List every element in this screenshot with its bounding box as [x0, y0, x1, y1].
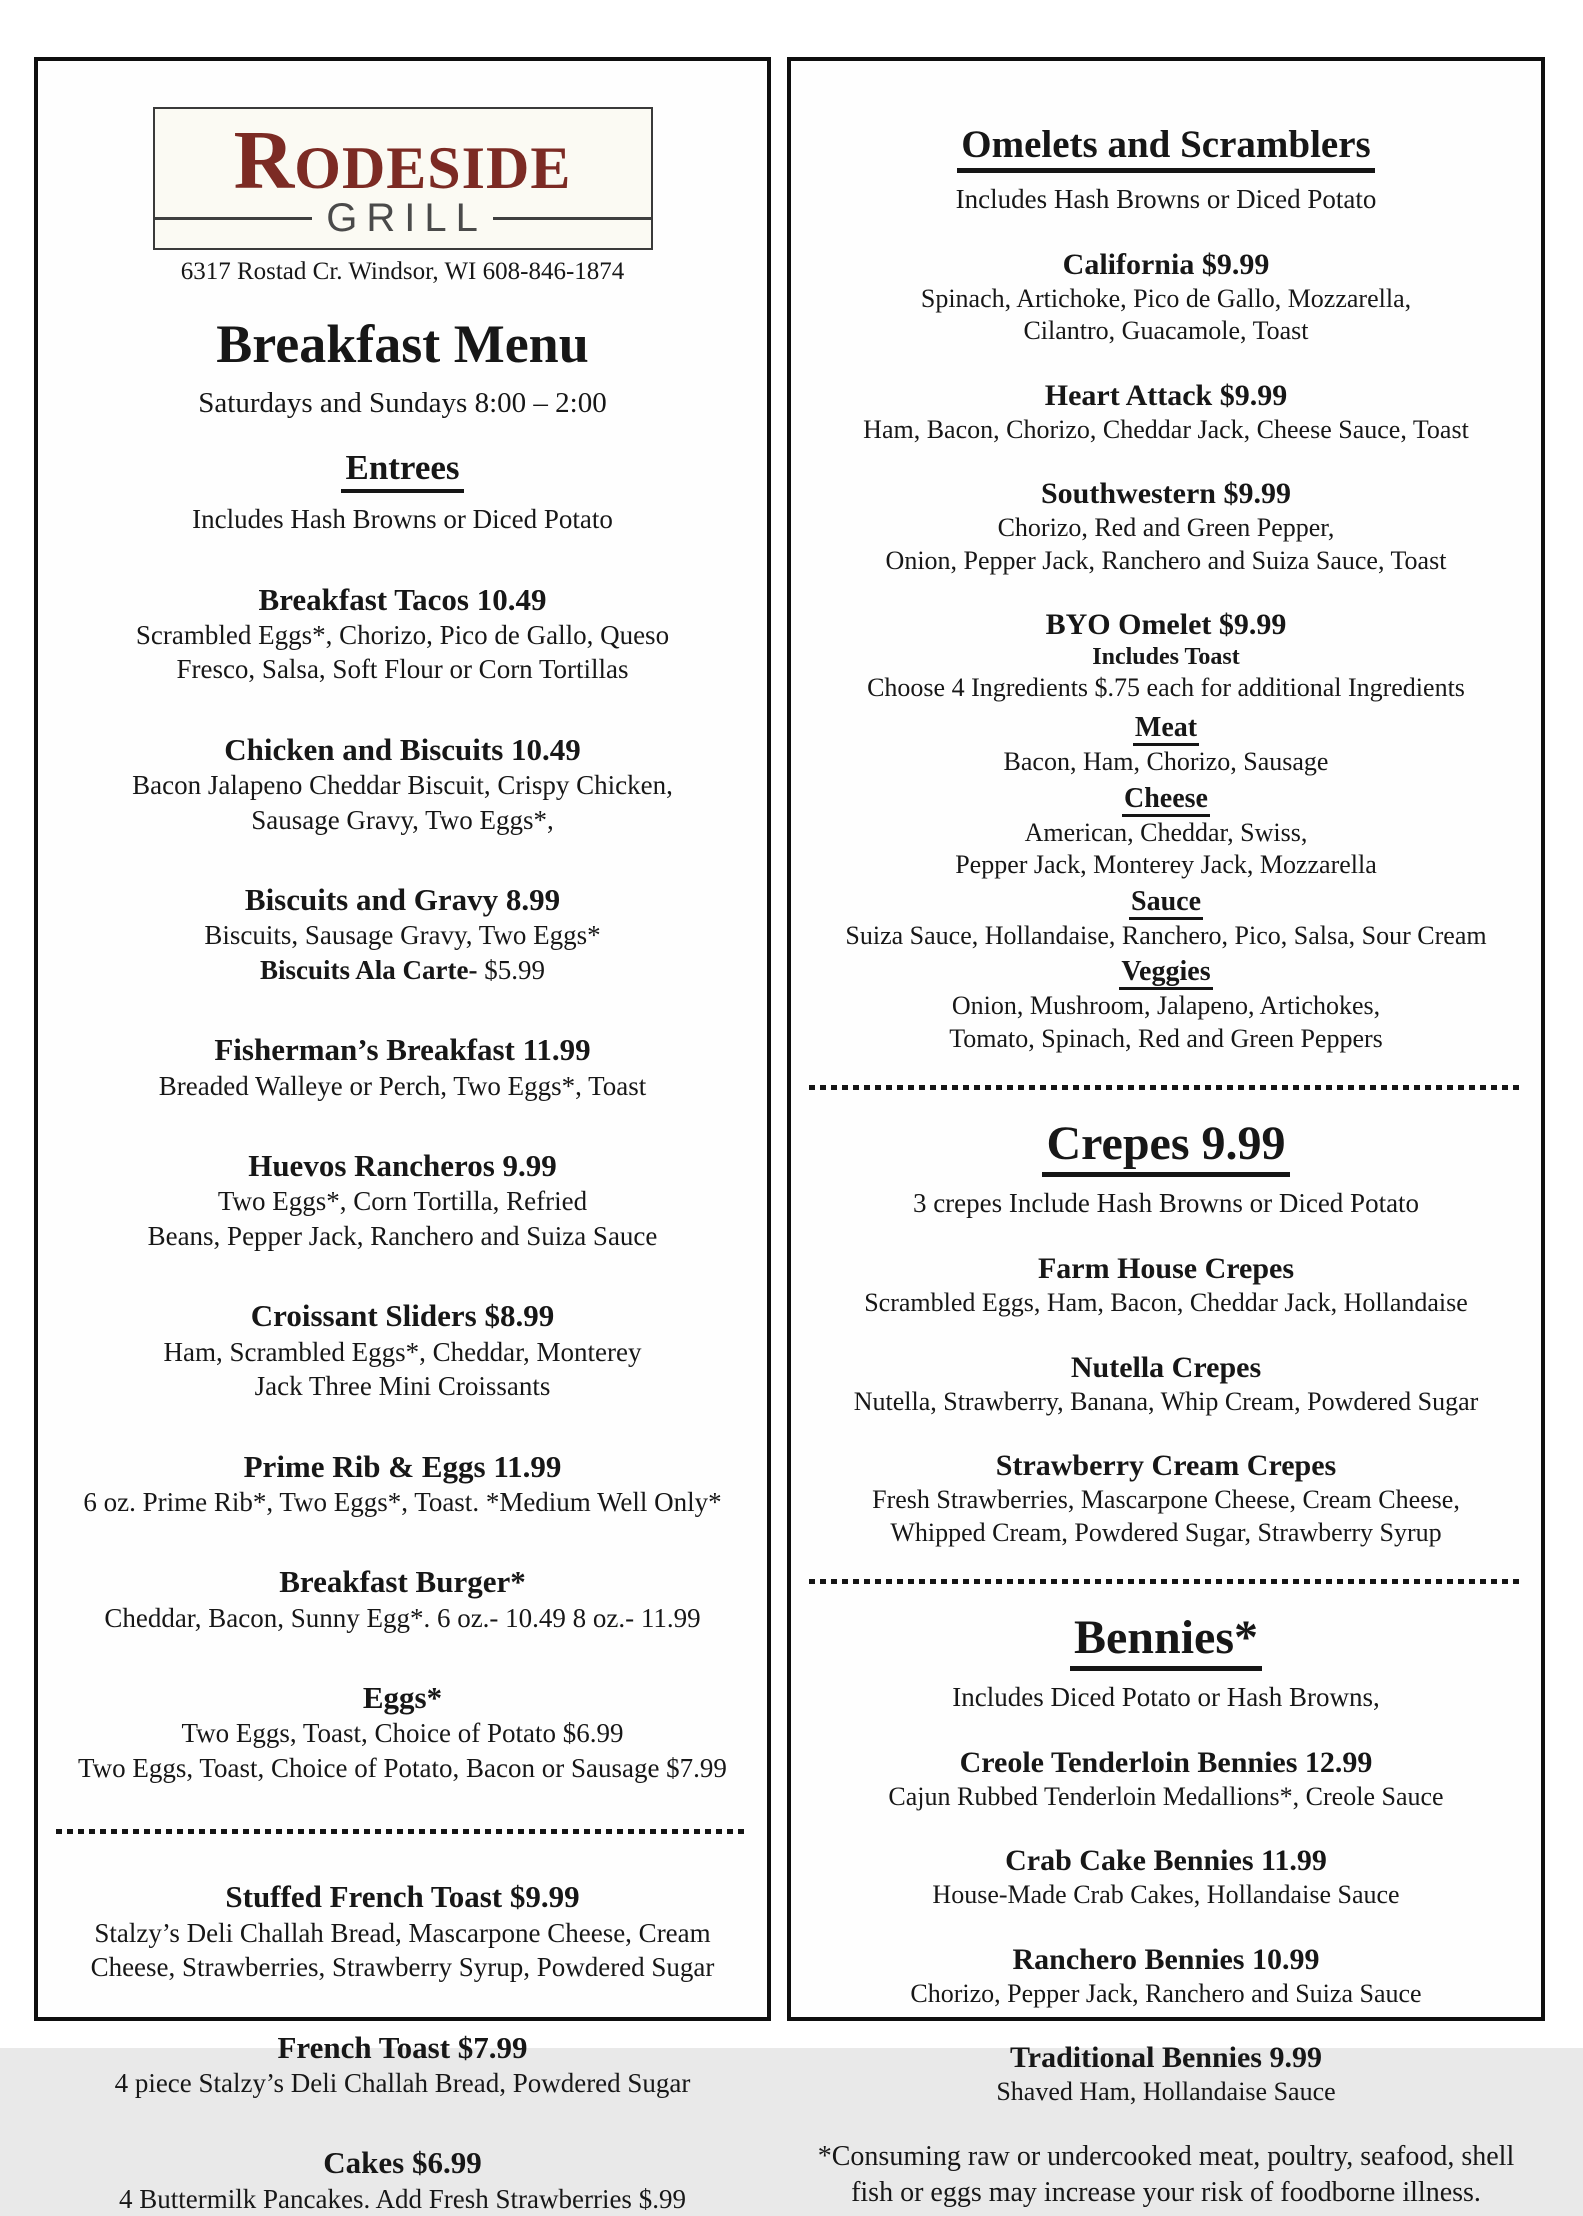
item-title: Fisherman’s Breakfast 11.99	[214, 1032, 591, 1068]
menu-item	[803, 1843, 1529, 1912]
item-title: California $9.99	[1062, 247, 1270, 281]
left-menu-blocks	[50, 450, 755, 2216]
item-desc-line: Choose 4 Ingredients $.75 each for additional Ingredients	[867, 672, 1465, 702]
item-title: Creole Tenderloin Bennies 12.99	[959, 1745, 1373, 1779]
menu-section	[803, 125, 1529, 217]
ingredient-group	[803, 710, 1529, 779]
menu-section	[803, 1611, 1529, 1715]
section-divider	[809, 1085, 1523, 1090]
menu-item	[50, 2144, 755, 2216]
logo-name-rest: ODESIDE	[294, 135, 572, 201]
section-heading: Crepes 9.99	[1042, 1120, 1289, 1177]
item-desc-line: Two Eggs, Toast, Choice of Potato $6.99	[181, 1718, 624, 1749]
right-menu-blocks	[803, 125, 1529, 2212]
item-title: Stuffed French Toast $9.99	[225, 1879, 580, 1915]
item-desc-line: Jack Three Mini Croissants	[254, 1371, 551, 1402]
menu-item	[50, 1563, 755, 1635]
item-desc-line: Beans, Pepper Jack, Ranchero and Suiza Sauce	[147, 1220, 658, 1251]
right-column	[791, 61, 1541, 2209]
item-desc-line: House-Made Crab Cakes, Hollandaise Sauce	[932, 1880, 1400, 1910]
menu-item	[50, 1147, 755, 1253]
menu-item	[50, 1297, 755, 1403]
item-title: Farm House Crepes	[1037, 1252, 1295, 1286]
menu-item	[803, 476, 1529, 577]
menu-item	[50, 731, 755, 837]
menu-item	[50, 1679, 755, 1785]
menu-item	[50, 1448, 755, 1520]
item-desc-line: Two Eggs, Toast, Choice of Potato, Bacon or Sausage $7.99	[78, 1752, 727, 1783]
item-title: Traditional Bennies 9.99	[1010, 2041, 1322, 2075]
menu-item	[803, 2040, 1529, 2109]
item-title: Southwestern $9.99	[1040, 477, 1291, 511]
item-desc-line: Cheese, Strawberries, Strawberry Syrup, Powdered Sugar	[90, 1952, 715, 1983]
ingredient-line: Suiza Sauce, Hollandaise, Ranchero, Pico, Salsa, Sour Cream	[845, 920, 1487, 950]
item-title: Cakes $6.99	[323, 2145, 482, 2181]
disclaimer	[803, 2139, 1529, 2212]
item-title: Breakfast Tacos 10.49	[258, 581, 547, 617]
item-title: Eggs*	[362, 1680, 443, 1716]
section-heading: Omelets and Scramblers	[957, 125, 1374, 173]
disclaimer-line: fish or eggs may increase your risk of foodborne illness.	[851, 2177, 1481, 2209]
item-title: Nutella Crepes	[1070, 1350, 1262, 1384]
menu-item	[803, 378, 1529, 447]
ingredient-line: Tomato, Spinach, Red and Green Peppers	[949, 1023, 1383, 1053]
menu-section	[50, 450, 755, 536]
left-column	[38, 61, 767, 2214]
item-desc-line: Ham, Scrambled Eggs*, Cheddar, Monterey	[163, 1336, 642, 1367]
ingredient-group-label: Cheese	[1122, 785, 1210, 817]
section-subtitle: 3 crepes Include Hash Browns or Diced Potato	[912, 1188, 1420, 1219]
item-desc-line: Two Eggs*, Corn Tortilla, Refried	[217, 1186, 588, 1217]
item-desc-line: Spinach, Artichoke, Pico de Gallo, Mozzarella,	[920, 283, 1412, 313]
menu-item	[803, 1251, 1529, 1320]
ingredient-group	[803, 954, 1529, 1055]
right-menu-panel	[787, 57, 1545, 2209]
menu-item	[803, 1942, 1529, 2011]
item-desc-line: Scrambled Eggs*, Chorizo, Pico de Gallo, Queso	[135, 619, 670, 650]
item-desc-line	[50, 953, 755, 988]
menu-item	[50, 1878, 755, 1984]
section-subtitle: Includes Diced Potato or Hash Browns,	[952, 1681, 1380, 1712]
menu-item	[803, 1350, 1529, 1419]
menu-item	[50, 2029, 755, 2101]
logo-rule-right	[493, 217, 651, 220]
restaurant-address: 6317 Rostad Cr. Windsor, WI 608-846-1874	[180, 258, 625, 286]
ingredient-group	[803, 781, 1529, 882]
item-desc-line: Chorizo, Red and Green Pepper,	[997, 513, 1335, 543]
page-title: Breakfast Menu	[216, 314, 589, 375]
section-subtitle: Includes Hash Browns or Diced Potato	[955, 183, 1377, 214]
item-desc-line: Fresh Strawberries, Mascarpone Cheese, Cream Cheese,	[872, 1485, 1460, 1515]
ingredient-line: Pepper Jack, Monterey Jack, Mozzarella	[955, 850, 1377, 880]
item-title: Biscuits and Gravy 8.99	[244, 882, 561, 918]
ingredient-group-label-row	[803, 781, 1529, 817]
ingredient-group-label-row	[803, 954, 1529, 990]
item-desc-bold: Biscuits Ala Carte-	[260, 954, 478, 985]
item-desc-line: Cajun Rubbed Tenderloin Medallions*, Creole Sauce	[888, 1781, 1444, 1811]
item-title: Croissant Sliders $8.99	[250, 1298, 555, 1334]
left-menu-panel	[34, 57, 771, 2214]
ingredient-line: Onion, Mushroom, Jalapeno, Artichokes,	[951, 991, 1381, 1021]
section-heading: Entrees	[341, 450, 463, 493]
item-desc-line: Scrambled Eggs, Ham, Bacon, Cheddar Jack, Hollandaise	[864, 1288, 1468, 1318]
item-desc-line: Stalzy’s Deli Challah Bread, Mascarpone Cheese, Cream	[94, 1917, 711, 1948]
menu-item	[803, 247, 1529, 348]
item-title: Prime Rib & Eggs 11.99	[243, 1448, 562, 1484]
item-title: Huevos Rancheros 9.99	[248, 1148, 557, 1184]
section-heading: Bennies*	[1070, 1614, 1262, 1671]
item-desc-line: Nutella, Strawberry, Banana, Whip Cream, Powdered Sugar	[853, 1386, 1479, 1416]
section-divider	[56, 1829, 749, 1834]
item-desc-line: 4 Buttermilk Pancakes. Add Fresh Strawberries $.99	[119, 2183, 686, 2214]
item-desc-line: Onion, Pepper Jack, Ranchero and Suiza Sauce, Toast	[885, 545, 1447, 575]
item-title: Crab Cake Bennies 11.99	[1005, 1844, 1327, 1878]
item-title: Strawberry Cream Crepes	[995, 1449, 1337, 1483]
item-desc-line: Sausage Gravy, Two Eggs*,	[251, 804, 554, 835]
ingredient-group	[803, 884, 1529, 953]
item-desc-line: Fresco, Salsa, Soft Flour or Corn Tortillas	[176, 654, 629, 685]
item-title: BYO Omelet $9.99	[1045, 608, 1287, 642]
ingredient-line: American, Cheddar, Swiss,	[1024, 817, 1308, 847]
section-divider	[809, 1579, 1523, 1584]
section-subtitle: Includes Hash Browns or Diced Potato	[192, 503, 613, 534]
menu-item	[50, 581, 755, 687]
item-desc-line: Biscuits, Sausage Gravy, Two Eggs*	[204, 920, 601, 951]
item-desc-line: 6 oz. Prime Rib*, Two Eggs*, Toast. *Medium Well Only*	[83, 1486, 722, 1517]
item-desc-line: Whipped Cream, Powdered Sugar, Strawberry Syrup	[890, 1517, 1442, 1547]
item-title: Chicken and Biscuits 10.49	[224, 731, 581, 767]
logo-initial: R	[233, 114, 295, 207]
ingredient-group-label: Meat	[1133, 714, 1199, 746]
item-desc-line: Ham, Bacon, Chorizo, Cheddar Jack, Cheese Sauce, Toast	[863, 414, 1469, 444]
logo-sub-row	[155, 196, 651, 241]
menu-item	[50, 1031, 755, 1103]
restaurant-logo	[153, 107, 653, 250]
disclaimer-line: *Consuming raw or undercooked meat, poultry, seafood, shell	[817, 2140, 1515, 2172]
ingredient-group-label-row	[803, 710, 1529, 746]
item-desc-line: Cheddar, Bacon, Sunny Egg*. 6 oz.- 10.49 8 oz.- 11.99	[104, 1602, 701, 1633]
hours-line: Saturdays and Sundays 8:00 – 2:00	[198, 387, 607, 420]
ingredient-group-label-row	[803, 884, 1529, 920]
item-desc-line: Bacon Jalapeno Cheddar Biscuit, Crispy Chicken,	[132, 769, 673, 800]
item-title: Ranchero Bennies 10.99	[1012, 1942, 1320, 1976]
logo-sub-name: GRILL	[326, 196, 487, 241]
logo-rule-left	[155, 217, 313, 220]
item-desc-line: Shaved Ham, Hollandaise Sauce	[996, 2077, 1336, 2107]
logo-wordmark	[155, 114, 651, 207]
item-title: Heart Attack $9.99	[1044, 378, 1288, 412]
menu-item	[50, 881, 755, 987]
menu-item	[803, 1745, 1529, 1814]
item-bold-note: Includes Toast	[1092, 644, 1240, 671]
item-desc-line: 4 piece Stalzy’s Deli Challah Bread, Powdered Sugar	[114, 2067, 691, 2098]
menu-section	[803, 1117, 1529, 1221]
ingredient-line: Bacon, Ham, Chorizo, Sausage	[1003, 747, 1329, 777]
item-desc-text: $5.99	[477, 954, 545, 985]
item-desc-line: Breaded Walleye or Perch, Two Eggs*, Toast	[158, 1070, 647, 1101]
ingredient-group-label: Veggies	[1119, 958, 1212, 990]
ingredient-group-label: Sauce	[1129, 888, 1203, 920]
item-desc-line: Chorizo, Pepper Jack, Ranchero and Suiza Sauce	[910, 1978, 1422, 2008]
menu-item	[803, 1448, 1529, 1549]
item-title: Breakfast Burger*	[279, 1564, 526, 1600]
menu-item	[803, 607, 1529, 704]
item-desc-line: Cilantro, Guacamole, Toast	[1023, 316, 1309, 346]
item-title: French Toast $7.99	[277, 2029, 528, 2065]
